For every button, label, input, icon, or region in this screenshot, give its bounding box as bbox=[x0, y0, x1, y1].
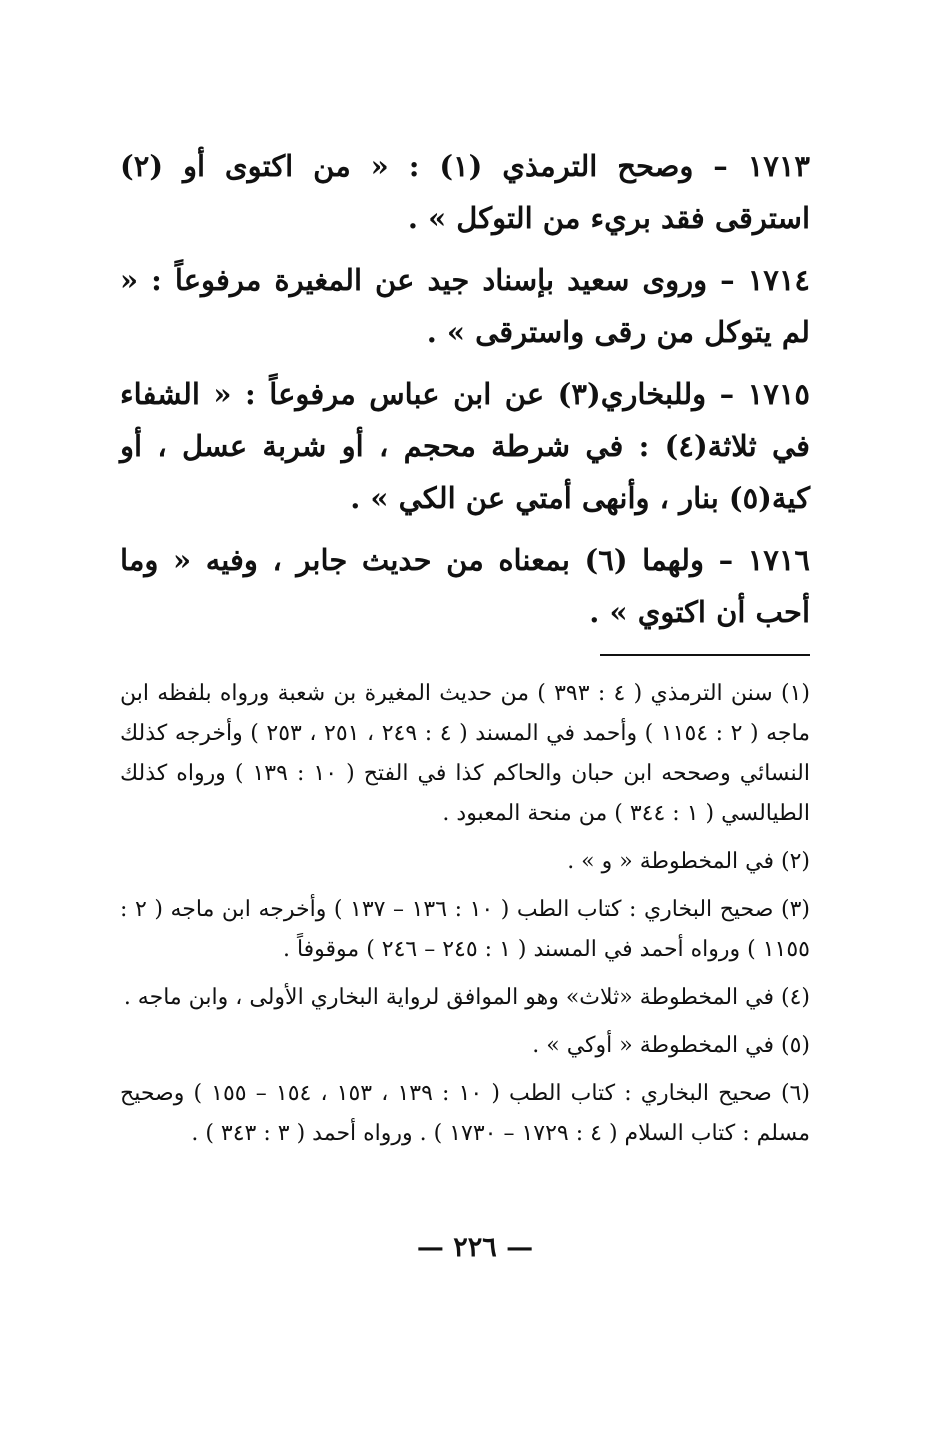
footnote-1: (١) سنن الترمذي ( ٤ : ٣٩٣ ) من حديث المغيرة بن شعبة ورواه بلفظه ابن ماجه ( ٢ : ١١٥٤ ) وأحمد في المسند ( ٤ : ٢٤٩ ، ٢٥١ ، ٢٥٣ ) وأخرجه كذلك النسائي وصححه ابن حبان والحاكم كذا في الفتح ( ١٠ : ١٣٩ ) ورواه كذلك الطيالسي ( ١ : ٣٤٤ ) من منحة المعبود . bbox=[120, 681, 811, 826]
footnote-4: (٤) في المخطوطة «ثلاث» وهو الموافق لرواية البخاري الأولى ، وابن ماجه . bbox=[123, 985, 810, 1010]
paragraph-1716: ١٧١٦ – ولهما (٦) بمعناه من حديث جابر ، وفيه « وما أحب أن اكتوي » . bbox=[120, 543, 810, 629]
footnote-2: (٢) في المخطوطة « و » . bbox=[567, 849, 810, 874]
page-content bbox=[120, 140, 810, 1162]
paragraph-1713: ١٧١٣ – وصحح الترمذي (١) : « من اكتوى أو (٢) استرقى فقد بريء من التوكل » . bbox=[120, 149, 810, 235]
paragraph-1715: ١٧١٥ – وللبخاري(٣) عن ابن عباس مرفوعاً : « الشفاء في ثلاثة(٤) : في شرطة محجم ، أو شربة عسل ، أو كية(٥) بنار ، وأنهى أمتي عن الكي » . bbox=[120, 377, 810, 515]
footnote-6: (٦) صحيح البخاري : كتاب الطب ( ١٠ : ١٣٩ ، ١٥٣ ، ١٥٤ – ١٥٥ ) وصحيح مسلم : كتاب السلام ( ٤ : ١٧٢٩ – ١٧٣٠ ) . ورواه أحمد ( ٣ : ٣٤٣ ) . bbox=[120, 1081, 810, 1146]
footnote-divider bbox=[600, 654, 810, 656]
main-text bbox=[120, 140, 810, 638]
footnotes bbox=[120, 674, 810, 1154]
footnote-3: (٣) صحيح البخاري : كتاب الطب ( ١٠ : ١٣٦ – ١٣٧ ) وأخرجه ابن ماجه ( ٢ : ١١٥٥ ) ورواه أحمد في المسند ( ١ : ٢٤٥ – ٢٤٦ ) موقوفاً . bbox=[120, 897, 810, 962]
footnote-5: (٥) في المخطوطة « أوكي » . bbox=[532, 1033, 810, 1058]
page-number: — ٢٢٦ — bbox=[416, 1232, 534, 1263]
paragraph-1714: ١٧١٤ – وروى سعيد بإسناد جيد عن المغيرة مرفوعاً : « لم يتوكل من رقى واسترقى » . bbox=[120, 263, 810, 349]
